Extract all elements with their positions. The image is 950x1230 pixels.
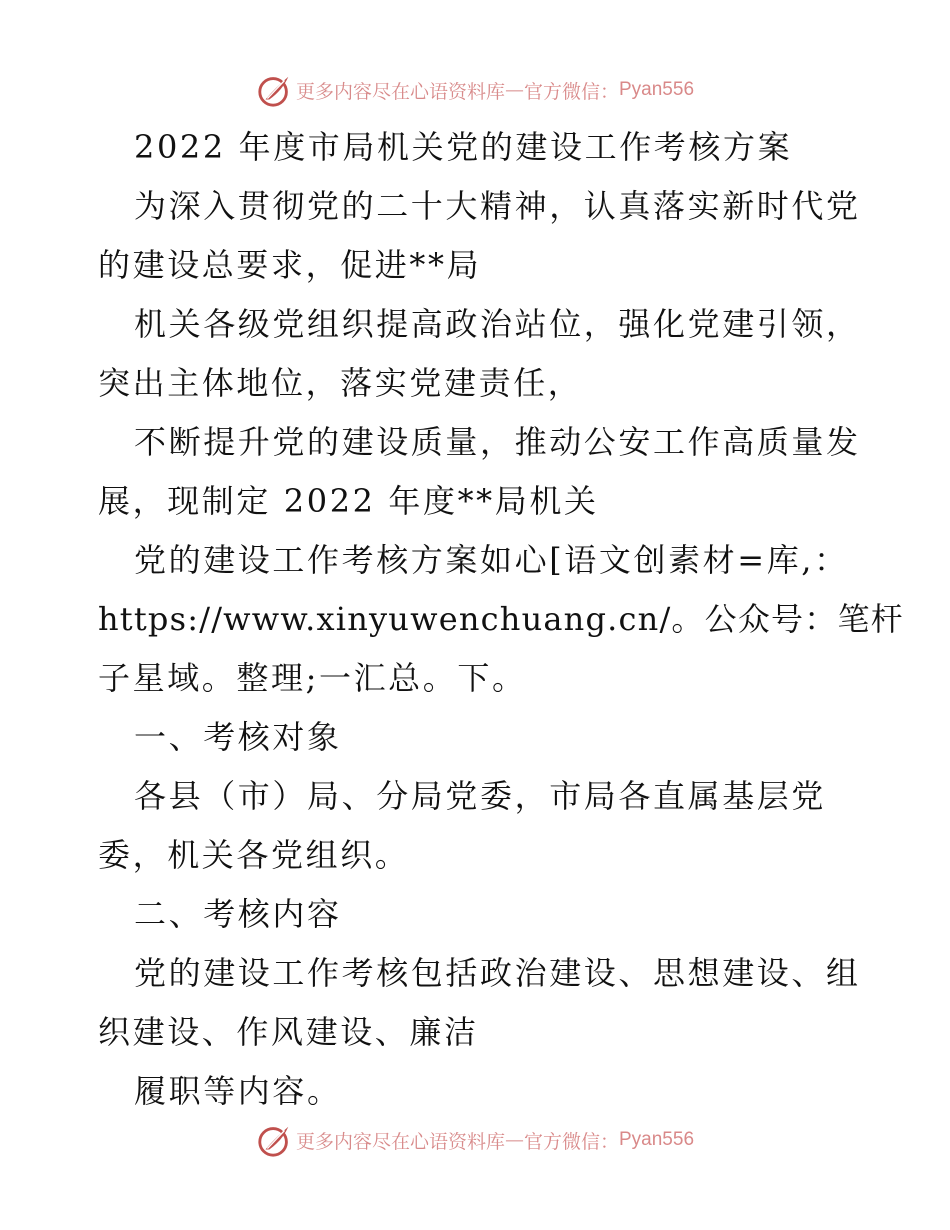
- banner-text: 更多内容尽在心语资料库: [295, 1130, 505, 1153]
- paragraph-line: 展，现制定 2022 年度**局机关: [98, 482, 599, 520]
- paragraph-line: 子星域。整理;一汇总。下。: [98, 659, 527, 697]
- banner-dash: —: [504, 1129, 524, 1151]
- quill-logo-icon: [256, 1121, 294, 1159]
- paragraph-line: 的建设总要求，促进**局: [98, 246, 482, 284]
- paragraph-line: 各县（市）局、分局党委，市局各直属基层党: [134, 777, 827, 815]
- footer-watermark-banner: [0, 1120, 950, 1160]
- banner-wechat-id: Pyan556: [619, 1129, 695, 1150]
- quill-logo-icon: [256, 71, 294, 109]
- paragraph-line: 织建设、作风建设、廉洁: [98, 1013, 479, 1051]
- paragraph-line: 委，机关各党组织。: [98, 836, 410, 874]
- banner-wechat-id: Pyan556: [619, 79, 695, 100]
- header-watermark-banner: [0, 70, 950, 110]
- paragraph-line: 不断提升党的建设质量，推动公安工作高质量发: [134, 423, 861, 461]
- banner-text: 更多内容尽在心语资料库: [295, 80, 505, 103]
- paragraph-line: 党的建设工作考核方案如心[语文创素材=库,：: [134, 541, 849, 579]
- paragraph-line-url: https://www.xinyuwenchuang.cn/。公众号：笔杆: [98, 600, 904, 638]
- banner-wechat-label: 官方微信：: [523, 1130, 619, 1153]
- document-title: 2022 年度市局机关党的建设工作考核方案: [134, 128, 793, 166]
- document-body: [98, 118, 904, 1121]
- banner-wechat-label: 官方微信：: [523, 80, 619, 103]
- section-heading: 二、考核内容: [134, 895, 342, 933]
- paragraph-line: 履职等内容。: [134, 1072, 342, 1110]
- paragraph-line: 机关各级党组织提高政治站位，强化党建引领，: [134, 305, 861, 343]
- section-heading: 一、考核对象: [134, 718, 342, 756]
- banner-dash: —: [504, 79, 524, 101]
- paragraph-line: 党的建设工作考核包括政治建设、思想建设、组: [134, 954, 861, 992]
- paragraph-line: 突出主体地位，落实党建责任，: [98, 364, 583, 402]
- paragraph-line: 为深入贯彻党的二十大精神，认真落实新时代党: [134, 187, 861, 225]
